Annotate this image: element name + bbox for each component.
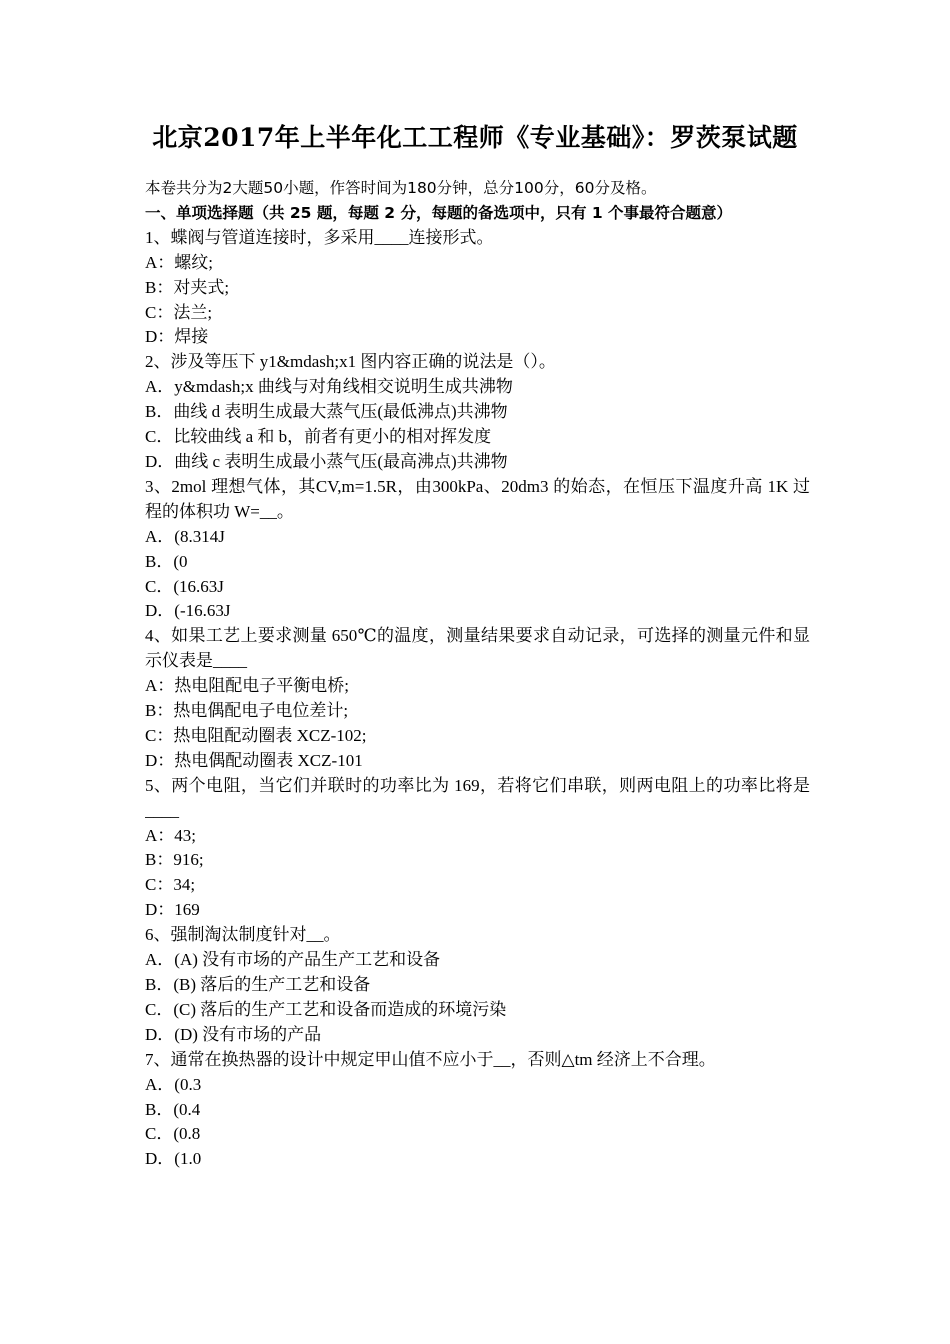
answer-option: D：焊接 [145,327,209,347]
answer-option: D．(D) 没有市场的产品 [145,1024,322,1044]
answer-option: B：916; [145,850,204,870]
answer-option: C：法兰; [145,302,213,322]
answer-option: B：对夹式; [145,277,230,297]
exam-intro: 本卷共分为2大题50小题，作答时间为180分钟，总分100分，60分及格。 [145,179,657,197]
question-stem: 2、涉及等压下 y1&mdash;x1 图内容正确的说法是（）。 [145,352,556,372]
document-title: 北京2017年上半年化工工程师《专业基础》：罗茨泵试题 [152,123,798,152]
answer-option: B．曲线 d 表明生成最大蒸气压(最低沸点)共沸物 [145,402,508,422]
question-block [145,350,810,475]
answer-option: D．(-16.63J [145,601,231,621]
answer-option: C．(0.8 [145,1124,201,1144]
answer-option: A．y&mdash;x 曲线与对角线相交说明生成共沸物 [145,377,513,397]
answer-option: A．(8.314J [145,526,225,546]
answer-option: B：热电偶配电子电位差计; [145,701,349,721]
answer-option: D．(1.0 [145,1149,202,1169]
answer-option: B．(0.4 [145,1099,201,1119]
question-stem: 1、蝶阀与管道连接时，多采用____连接形式。 [145,227,494,247]
question-block [145,624,810,773]
answer-option: A：43; [145,825,196,845]
question-stem: 4、如果工艺上要求测量 650℃的温度，测量结果要求自动记录，可选择的测量元件和显示仪表是____ [145,626,810,671]
answer-option: C．(C) 落后的生产工艺和设备而造成的环境污染 [145,999,507,1019]
answer-option: C：34; [145,875,196,895]
answer-option: B．(0 [145,551,188,571]
question-stem: 5、两个电阻，当它们并联时的功率比为 169，若将它们串联，则两电阻上的功率比将是____ [145,775,810,820]
question-stem: 3、2mol 理想气体，其CV,m=1.5R，由300kPa、20dm3 的始态，在恒压下温度升高 1K 过程的体积功 W=__。 [145,476,810,521]
question-stem: 6、强制淘汰制度针对__。 [145,925,341,945]
answer-option: C．(16.63J [145,576,224,596]
answer-option: C：热电阻配动圈表 XCZ-102; [145,725,367,745]
answer-option: D：热电偶配动圈表 XCZ-101 [145,750,363,770]
document-body [145,176,810,1172]
question-list [145,226,810,1172]
answer-option: D．曲线 c 表明生成最小蒸气压(最高沸点)共沸物 [145,451,508,471]
question-block [145,226,810,351]
question-block [145,475,810,624]
answer-option: C．比较曲线 a 和 b，前者有更小的相对挥发度 [145,427,492,447]
question-stem: 7、通常在换热器的设计中规定甲山值不应小于__，否则△tm 经济上不合理。 [145,1049,716,1069]
answer-option: A．(0.3 [145,1074,202,1094]
answer-option: B．(B) 落后的生产工艺和设备 [145,975,371,994]
answer-option: A．(A) 没有市场的产品生产工艺和设备 [145,950,441,970]
answer-option: A：热电阻配电子平衡电桥; [145,676,349,696]
question-block [145,774,810,923]
question-block [145,1048,810,1173]
section-heading: 一、单项选择题（共 25 题，每题 2 分，每题的备选项中，只有 1 个事最符合题意） [145,203,733,222]
question-block [145,923,810,1048]
answer-option: D：169 [145,900,200,920]
answer-option: A：螺纹; [145,252,213,272]
